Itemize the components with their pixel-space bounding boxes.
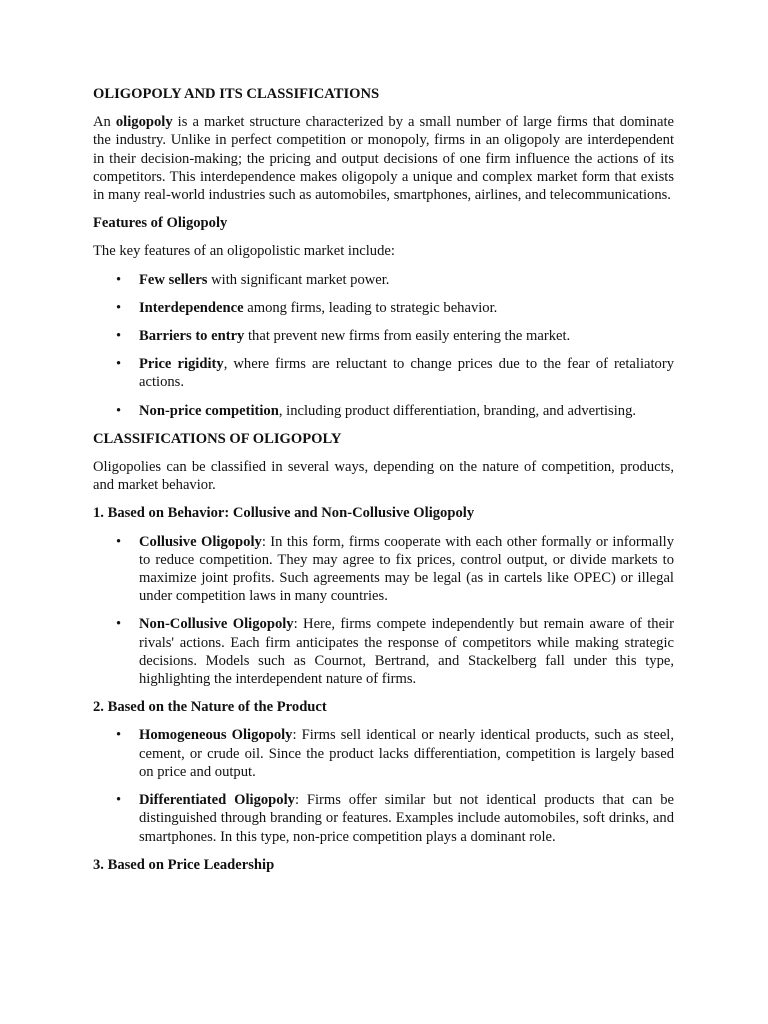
behavior-list — [93, 533, 674, 689]
bullet-icon: • — [116, 533, 122, 550]
document-page — [93, 85, 674, 884]
list-item — [93, 615, 674, 688]
intro-prefix: An — [93, 114, 116, 131]
list-item-text: , where firms are reluctant to change prices due to the fear of retaliatory actions. — [139, 356, 675, 391]
list-item — [93, 533, 674, 606]
bullet-icon: • — [116, 727, 122, 744]
features-list — [93, 271, 674, 420]
list-item-term: Non-price competition — [139, 402, 279, 419]
list-item — [93, 355, 674, 391]
list-item-text: : Firms offer similar but not identical products that can be distinguished through branding or features. Examples include automobiles, soft drinks, and smartphones. In this type, non-price competition plays a dominant role. — [139, 792, 675, 845]
list-item — [93, 726, 674, 781]
bullet-icon: • — [116, 356, 122, 373]
list-item-term: Non-Collusive Oligopoly — [139, 616, 294, 633]
bullet-icon: • — [116, 792, 122, 809]
product-list — [93, 726, 674, 845]
list-item — [93, 402, 674, 420]
list-item-text: : In this form, firms cooperate with each other formally or informally to reduce competition. They may agree to fix prices, control output, or divide markets to maximize joint profits. Such agreements may be legal (as in cartels like OPEC) or illegal under competition laws in many countries. — [139, 533, 675, 605]
intro-body: is a market structure characterized by a small number of large firms that dominate the industry. Unlike in perfect competition or monopoly, firms in an oligopoly are interdependent in their decision-making; the pricing and output decisions of one firm influence the actions of its competitors. This interdependence makes oligopoly a unique and complex market form that exists in many real-world industries such as automobiles, smartphones, airlines, and telecommunications. — [93, 114, 674, 204]
section-heading-product: 2. Based on the Nature of the Product — [93, 699, 327, 716]
document-title: OLIGOPOLY AND ITS CLASSIFICATIONS — [93, 86, 380, 102]
list-item-text: with significant market power. — [207, 271, 390, 288]
bullet-icon: • — [116, 402, 122, 419]
list-item-term: Collusive Oligopoly — [139, 533, 262, 550]
section-heading-behavior: 1. Based on Behavior: Collusive and Non-Collusive Oligopoly — [93, 505, 475, 522]
list-item-term: Differentiated Oligopoly — [139, 792, 295, 809]
bullet-icon: • — [116, 328, 122, 345]
list-item-text: : Here, firms compete independently but remain aware of their rivals' actions. Each firm anticipates the response of competitors while making strategic decisions. Models such as Cournot, Bertrand, and Stackelberg fall under this type, highlighting the interdependent nature of firms. — [139, 616, 674, 688]
list-item-text: among firms, leading to strategic behavior. — [243, 299, 498, 316]
features-heading: Features of Oligopoly — [93, 215, 228, 232]
list-item-text: , including product differentiation, branding, and advertising. — [278, 402, 637, 419]
list-item-term: Barriers to entry — [139, 328, 245, 345]
list-item-term: Few sellers — [139, 271, 208, 288]
features-lead: The key features of an oligopolistic market include: — [93, 243, 395, 260]
list-item-term: Homogeneous Oligopoly — [139, 727, 293, 744]
intro-term: oligopoly — [115, 114, 173, 131]
intro-paragraph — [93, 113, 674, 204]
bullet-icon: • — [116, 299, 122, 316]
list-item — [93, 271, 674, 289]
list-item — [93, 791, 674, 846]
list-item — [93, 327, 674, 345]
list-item-term: Interdependence — [139, 299, 244, 316]
classifications-heading: CLASSIFICATIONS OF OLIGOPOLY — [93, 430, 342, 447]
bullet-icon: • — [116, 271, 122, 288]
bullet-icon: • — [116, 616, 122, 633]
classifications-lead: Oligopolies can be classified in several ways, depending on the nature of competition, products, and market behavior. — [93, 459, 674, 494]
section-heading-price-leadership: 3. Based on Price Leadership — [93, 856, 275, 873]
list-item-text: : Firms sell identical or nearly identical products, such as steel, cement, or crude oil. Since the product lacks differentiation, competition is largely based on price and output. — [139, 727, 674, 780]
list-item-term: Price rigidity — [139, 356, 224, 373]
list-item — [93, 299, 674, 317]
list-item-text: that prevent new firms from easily entering the market. — [244, 328, 571, 345]
